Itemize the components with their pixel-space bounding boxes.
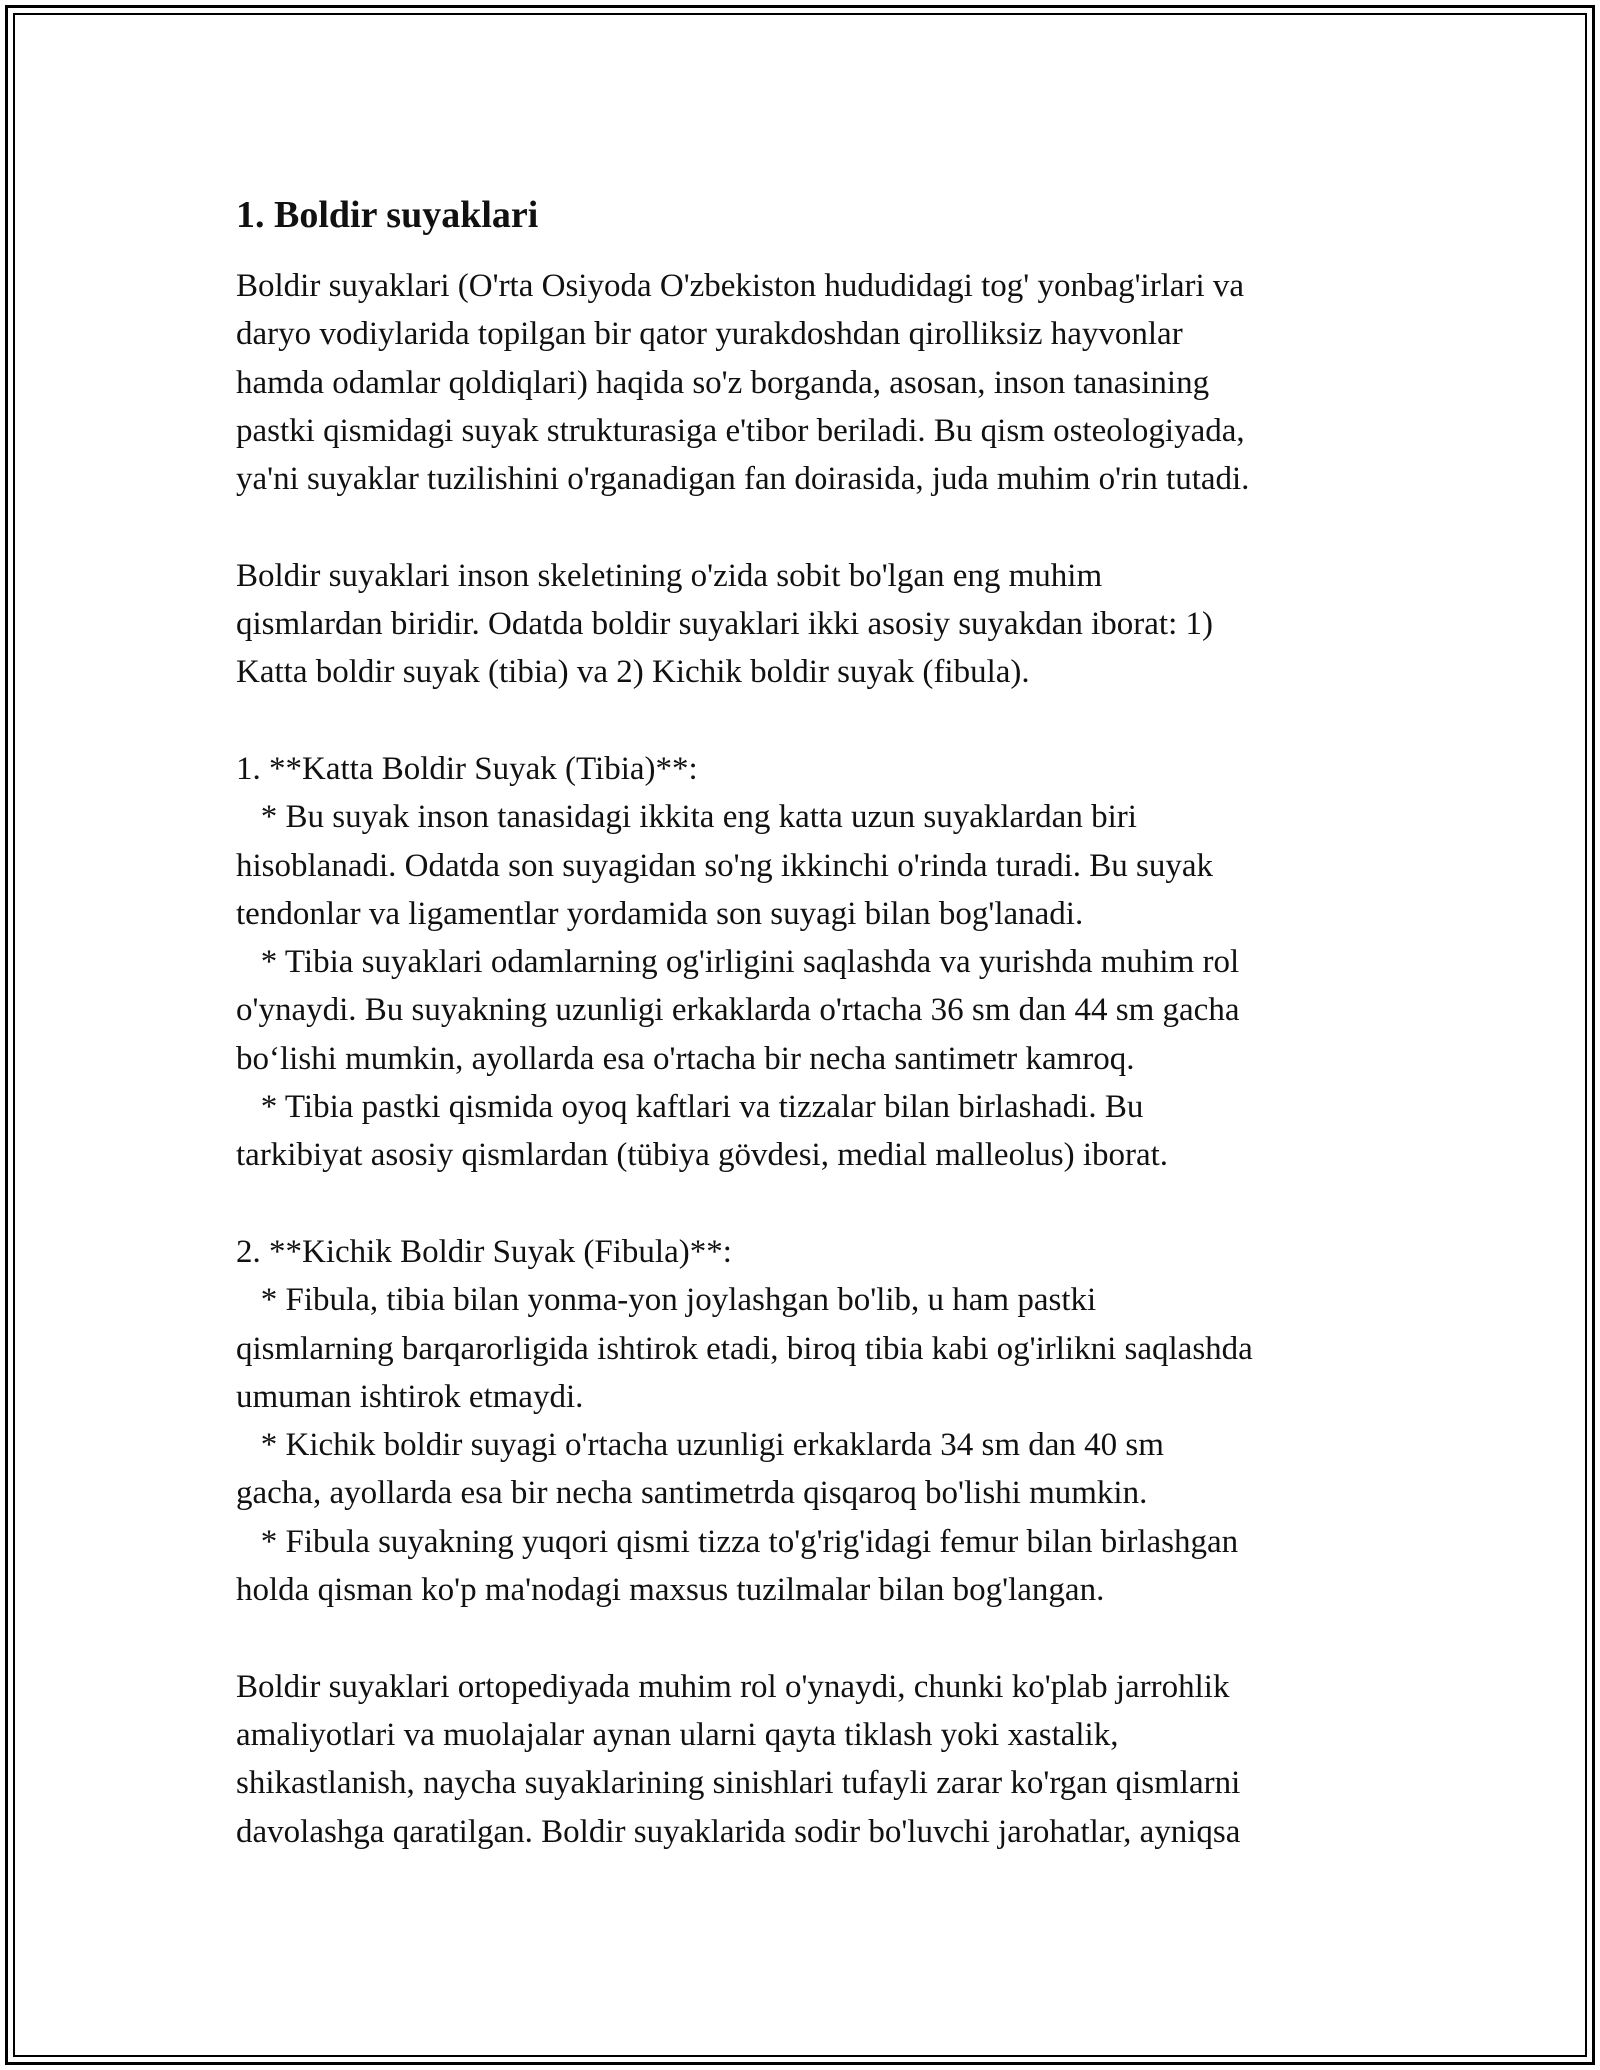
text-line: Boldir suyaklari ortopediyada muhim rol o'ynaydi, chunki ko'plab jarrohlik	[236, 1668, 1230, 1705]
text-line: * Bu suyak inson tanasidagi ikkita eng katta uzun suyaklardan biri	[236, 799, 1137, 836]
text-line: Boldir suyaklari inson skeletining o'zida sobit bo'lgan eng muhim	[236, 557, 1103, 594]
text-line: o'ynaydi. Bu suyakning uzunligi erkaklarda o'rtacha 36 sm dan 44 sm gacha	[236, 992, 1240, 1029]
text-line: qismlarning barqarorligida ishtirok etadi, biroq tibia kabi og'irlikni saqlashda	[236, 1330, 1253, 1367]
text-line: tarkibiyat asosiy qismlardan (tübiya gövdesi, medial malleolus) iborat.	[236, 1137, 1169, 1174]
text-line: gacha, ayollarda esa bir necha santimetrda qisqaroq bo'lishi mumkin.	[236, 1475, 1148, 1512]
text-line: daryo vodiylarida topilgan bir qator yurakdoshdan qirolliksiz hayvonlar	[236, 316, 1183, 353]
body-text	[236, 262, 1396, 1856]
text-line: umuman ishtirok etmaydi.	[236, 1378, 584, 1415]
text-line: Katta boldir suyak (tibia) va 2) Kichik boldir suyak (fibula).	[236, 654, 1030, 691]
text-line: * Kichik boldir suyagi o'rtacha uzunligi erkaklarda 34 sm dan 40 sm	[236, 1427, 1164, 1464]
text-line: holda qisman ko'p ma'nodagi maxsus tuzilmalar bilan bog'langan.	[236, 1572, 1105, 1609]
blank-line	[236, 1614, 1396, 1662]
text-line: 2. **Kichik Boldir Suyak (Fibula)**:	[236, 1233, 732, 1270]
text-line: Boldir suyaklari (O'rta Osiyoda O'zbekiston hududidagi tog' yonbag'irlari va	[236, 268, 1245, 304]
text-line: bo‘lishi mumkin, ayollarda esa o'rtacha bir necha santimetr kamroq.	[236, 1040, 1135, 1077]
page-title: 1. Boldir suyaklari	[236, 194, 539, 236]
blank-line	[236, 697, 1396, 745]
text-line: pastki qismidagi suyak strukturasiga e'tibor beriladi. Bu qism osteologiyada,	[236, 412, 1245, 449]
document-body	[236, 190, 1396, 1856]
text-line: ya'ni suyaklar tuzilishini o'rganadigan fan doirasida, juda muhim o'rin tutadi.	[236, 461, 1250, 498]
text-line: shikastlanish, naycha suyaklarining sinishlari tufayli zarar ko'rgan qismlarni	[236, 1765, 1241, 1802]
text-line: amaliyotlari va muolajalar aynan ularni qayta tiklash yoki xastalik,	[236, 1716, 1119, 1753]
blank-line	[236, 503, 1396, 551]
text-line: hisoblanadi. Odatda son suyagidan so'ng ikkinchi o'rinda turadi. Bu suyak	[236, 847, 1213, 884]
text-line: davolashga qaratilgan. Boldir suyaklarida sodir bo'luvchi jarohatlar, ayniqsa	[236, 1813, 1241, 1850]
text-line: tendonlar va ligamentlar yordamida son suyagi bilan bog'lanadi.	[236, 895, 1084, 932]
blank-line	[236, 1180, 1396, 1228]
text-line: 1. **Katta Boldir Suyak (Tibia)**:	[236, 750, 698, 787]
text-line: * Fibula, tibia bilan yonma-yon joylashgan bo'lib, u ham pastki	[236, 1282, 1097, 1319]
text-line: hamda odamlar qoldiqlari) haqida so'z borganda, asosan, inson tanasining	[236, 364, 1210, 401]
text-line: * Tibia suyaklari odamlarning og'irligini saqlashda va yurishda muhim rol	[236, 944, 1240, 981]
text-line: * Tibia pastki qismida oyoq kaftlari va tizzalar bilan birlashadi. Bu	[236, 1089, 1144, 1126]
text-line: * Fibula suyakning yuqori qismi tizza to'g'rig'idagi femur bilan birlashgan	[236, 1523, 1239, 1560]
text-line: qismlardan biridir. Odatda boldir suyaklari ikki asosiy suyakdan iborat: 1)	[236, 606, 1213, 643]
